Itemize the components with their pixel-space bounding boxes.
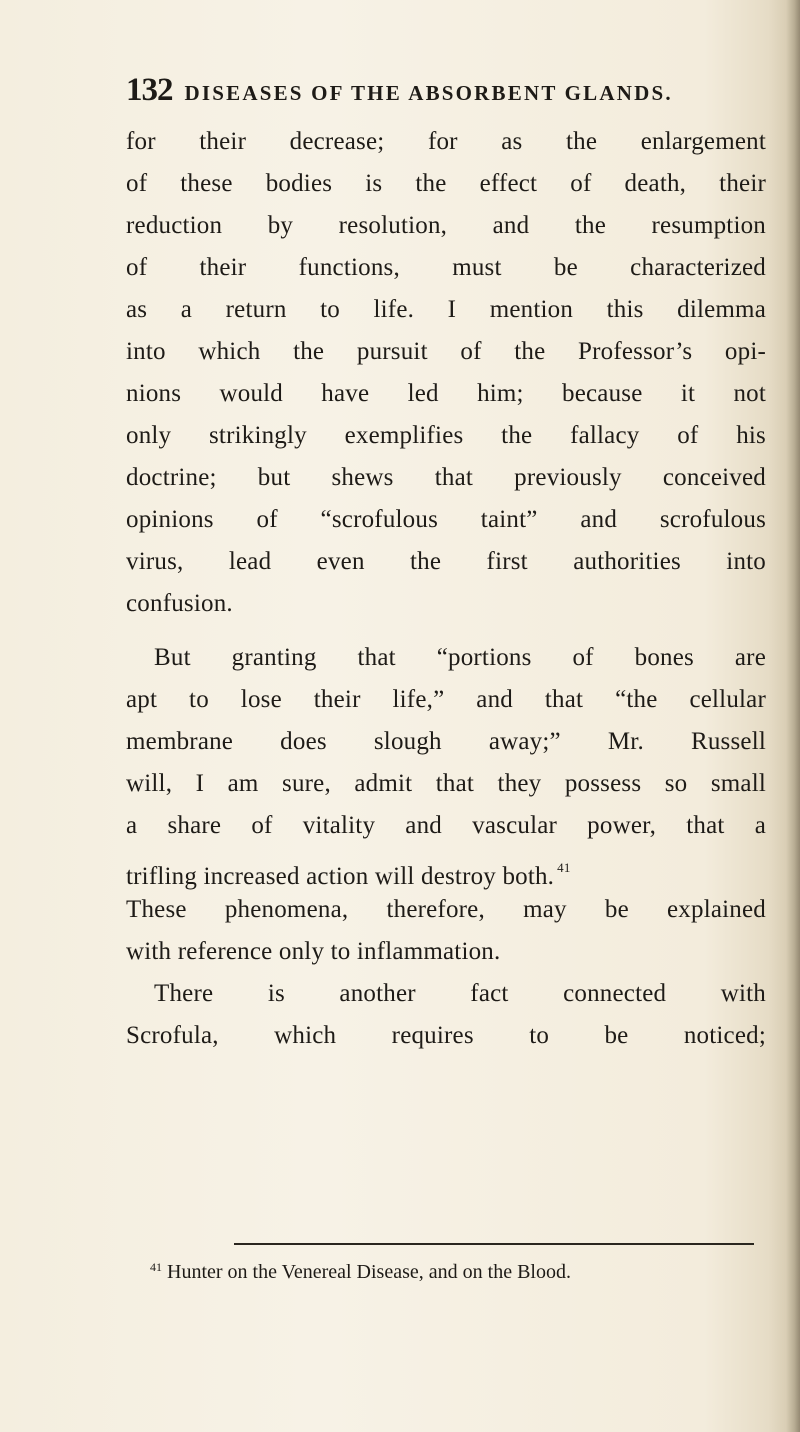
running-header <box>126 72 726 116</box>
text-line: Scrofula, which requires to be noticed; <box>126 1022 766 1049</box>
text-line: of these bodies is the effect of death, their <box>126 170 766 197</box>
text-line: as a return to life. I mention this dilemma <box>126 296 766 323</box>
text-line: These phenomena, therefore, may be explained <box>126 896 766 923</box>
text-line: confusion. <box>126 590 233 617</box>
footnote <box>150 1253 770 1286</box>
footnote-marker: 41 <box>150 1260 162 1274</box>
text-line: with reference only to inflammation. <box>126 938 501 965</box>
text-line-content: trifling increased action will destroy both. <box>126 863 555 890</box>
footnote-reference: 41 <box>557 860 571 875</box>
page-edge-shadow <box>786 0 800 1432</box>
text-line: of their functions, must be characterized <box>126 254 766 281</box>
text-line: nions would have led him; because it not <box>126 380 766 407</box>
text-line: reduction by resolution, and the resumption <box>126 212 766 239</box>
text-line: apt to lose their life,” and that “the cellular <box>126 686 766 713</box>
footnote-text: Hunter on the Venereal Disease, and on the Blood. <box>167 1261 571 1283</box>
paragraph-first-line: There is another fact connected with <box>154 980 766 1007</box>
paragraph-first-line: But granting that “portions of bones are <box>154 644 766 671</box>
text-line: virus, lead even the first authorities into <box>126 548 766 575</box>
text-line: opinions of “scrofulous taint” and scrofulous <box>126 506 766 533</box>
text-line-with-footnote-ref <box>126 847 766 889</box>
text-line: membrane does slough away;” Mr. Russell <box>126 728 766 755</box>
text-line: for their decrease; for as the enlargement <box>126 128 766 155</box>
text-line: a share of vitality and vascular power, that a <box>126 812 766 839</box>
text-line: into which the pursuit of the Professor’s opi- <box>126 338 766 365</box>
page-number: 132 <box>126 72 173 108</box>
footnote-rule <box>234 1243 754 1245</box>
text-line: doctrine; but shews that previously conceived <box>126 464 766 491</box>
text-line: will, I am sure, admit that they possess so small <box>126 770 766 797</box>
running-head-title: DISEASES OF THE ABSORBENT GLANDS. <box>184 81 673 105</box>
text-line: only strikingly exemplifies the fallacy of his <box>126 422 766 449</box>
body-text <box>126 121 766 1057</box>
